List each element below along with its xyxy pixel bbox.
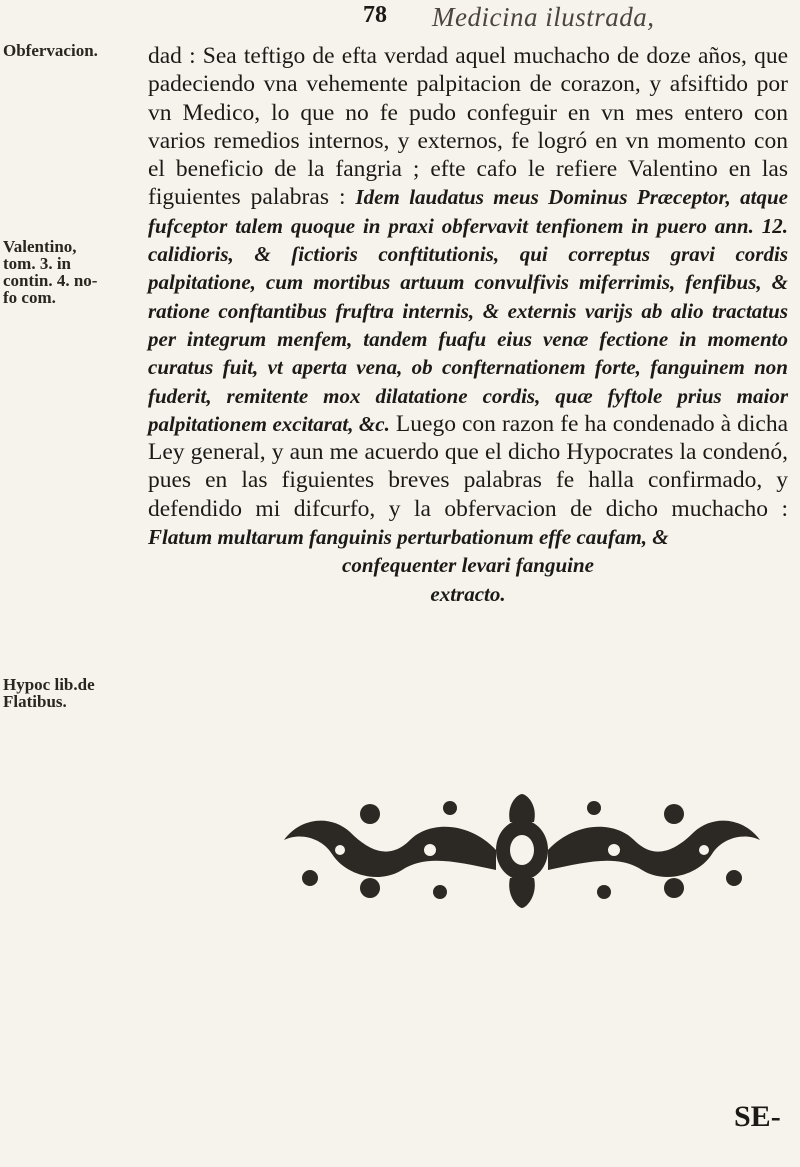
margin-note-line: Hypoc lib.de (3, 675, 95, 694)
margin-note-observacion (3, 42, 98, 59)
margin-note-line: Valentino, (3, 237, 77, 256)
latin-quotation-line-end: extracto. (430, 581, 506, 606)
margin-note-line: fo com. (3, 288, 56, 307)
page-number: 78 (363, 2, 387, 28)
spanish-text-1: dad : Sea teftigo de efta verdad aquel muchacho de doze años, que padeciendo vna vehemente palpitacion de corazon, y afsiftido por vn Medico, lo que no fe pudo confeguir en vn mes entero con varios remedios internos, y externos, fe logró en vn momento con el beneficio de la fangria ; efte cafo le refiere Valentino en las figuientes palabras : (148, 43, 788, 211)
latin-quotation-valentino: Idem laudatus meus Dominus Præceptor, atque fufceptor talem quoque in praxi obfervavit tenfionem in puero ann. 12. calidioris, & ſictioris conftitutionis, qui correptus gravi cordis palpitatione, cum mortibus artuum convulfivis miferrimis, fenfibus, & ratione conftantibus fruftra internis, & externis varijs ab alio tractatus per integrum menfem, tandem fuafu eius venæ fectione in momento curatus fuit, vt aperta vena, ob confternationem forte, fanguinem non fuderit, remitente mox dilatatione cordis, quæ fyftole prius maior palpitationem excitarat, &c. (148, 185, 789, 436)
margin-note-hypocrates (3, 676, 95, 710)
catchword: SE- (734, 1100, 781, 1133)
margin-note-line: tom. 3. in (3, 254, 71, 273)
margin-note-line: Obfervacion. (3, 41, 98, 60)
spanish-text-2: Luego con razon fe ha condenado à dicha Ley general, y aun me acuerdo que el dicho Hypocrates la condenó, pues en las figuientes breves palabras fe halla confirmado, y defendido mi difcurfo, y la obfervacion de dicho muchacho : (148, 410, 789, 522)
main-text-block (148, 8, 788, 608)
running-head: Medicina ilustrada, (432, 2, 655, 32)
margin-note-line: contin. 4. no- (3, 271, 98, 290)
latin-quotation-line: confequenter levari fanguine (342, 553, 594, 578)
margin-note-line: Flatibus. (3, 692, 67, 711)
body-paragraph (148, 8, 788, 551)
latin-quotation-hypocrates: Flatum multarum fanguinis perturbationum effe caufam, & (148, 525, 669, 550)
margin-note-valentino (3, 238, 97, 306)
woodcut-ornament (270, 792, 775, 910)
